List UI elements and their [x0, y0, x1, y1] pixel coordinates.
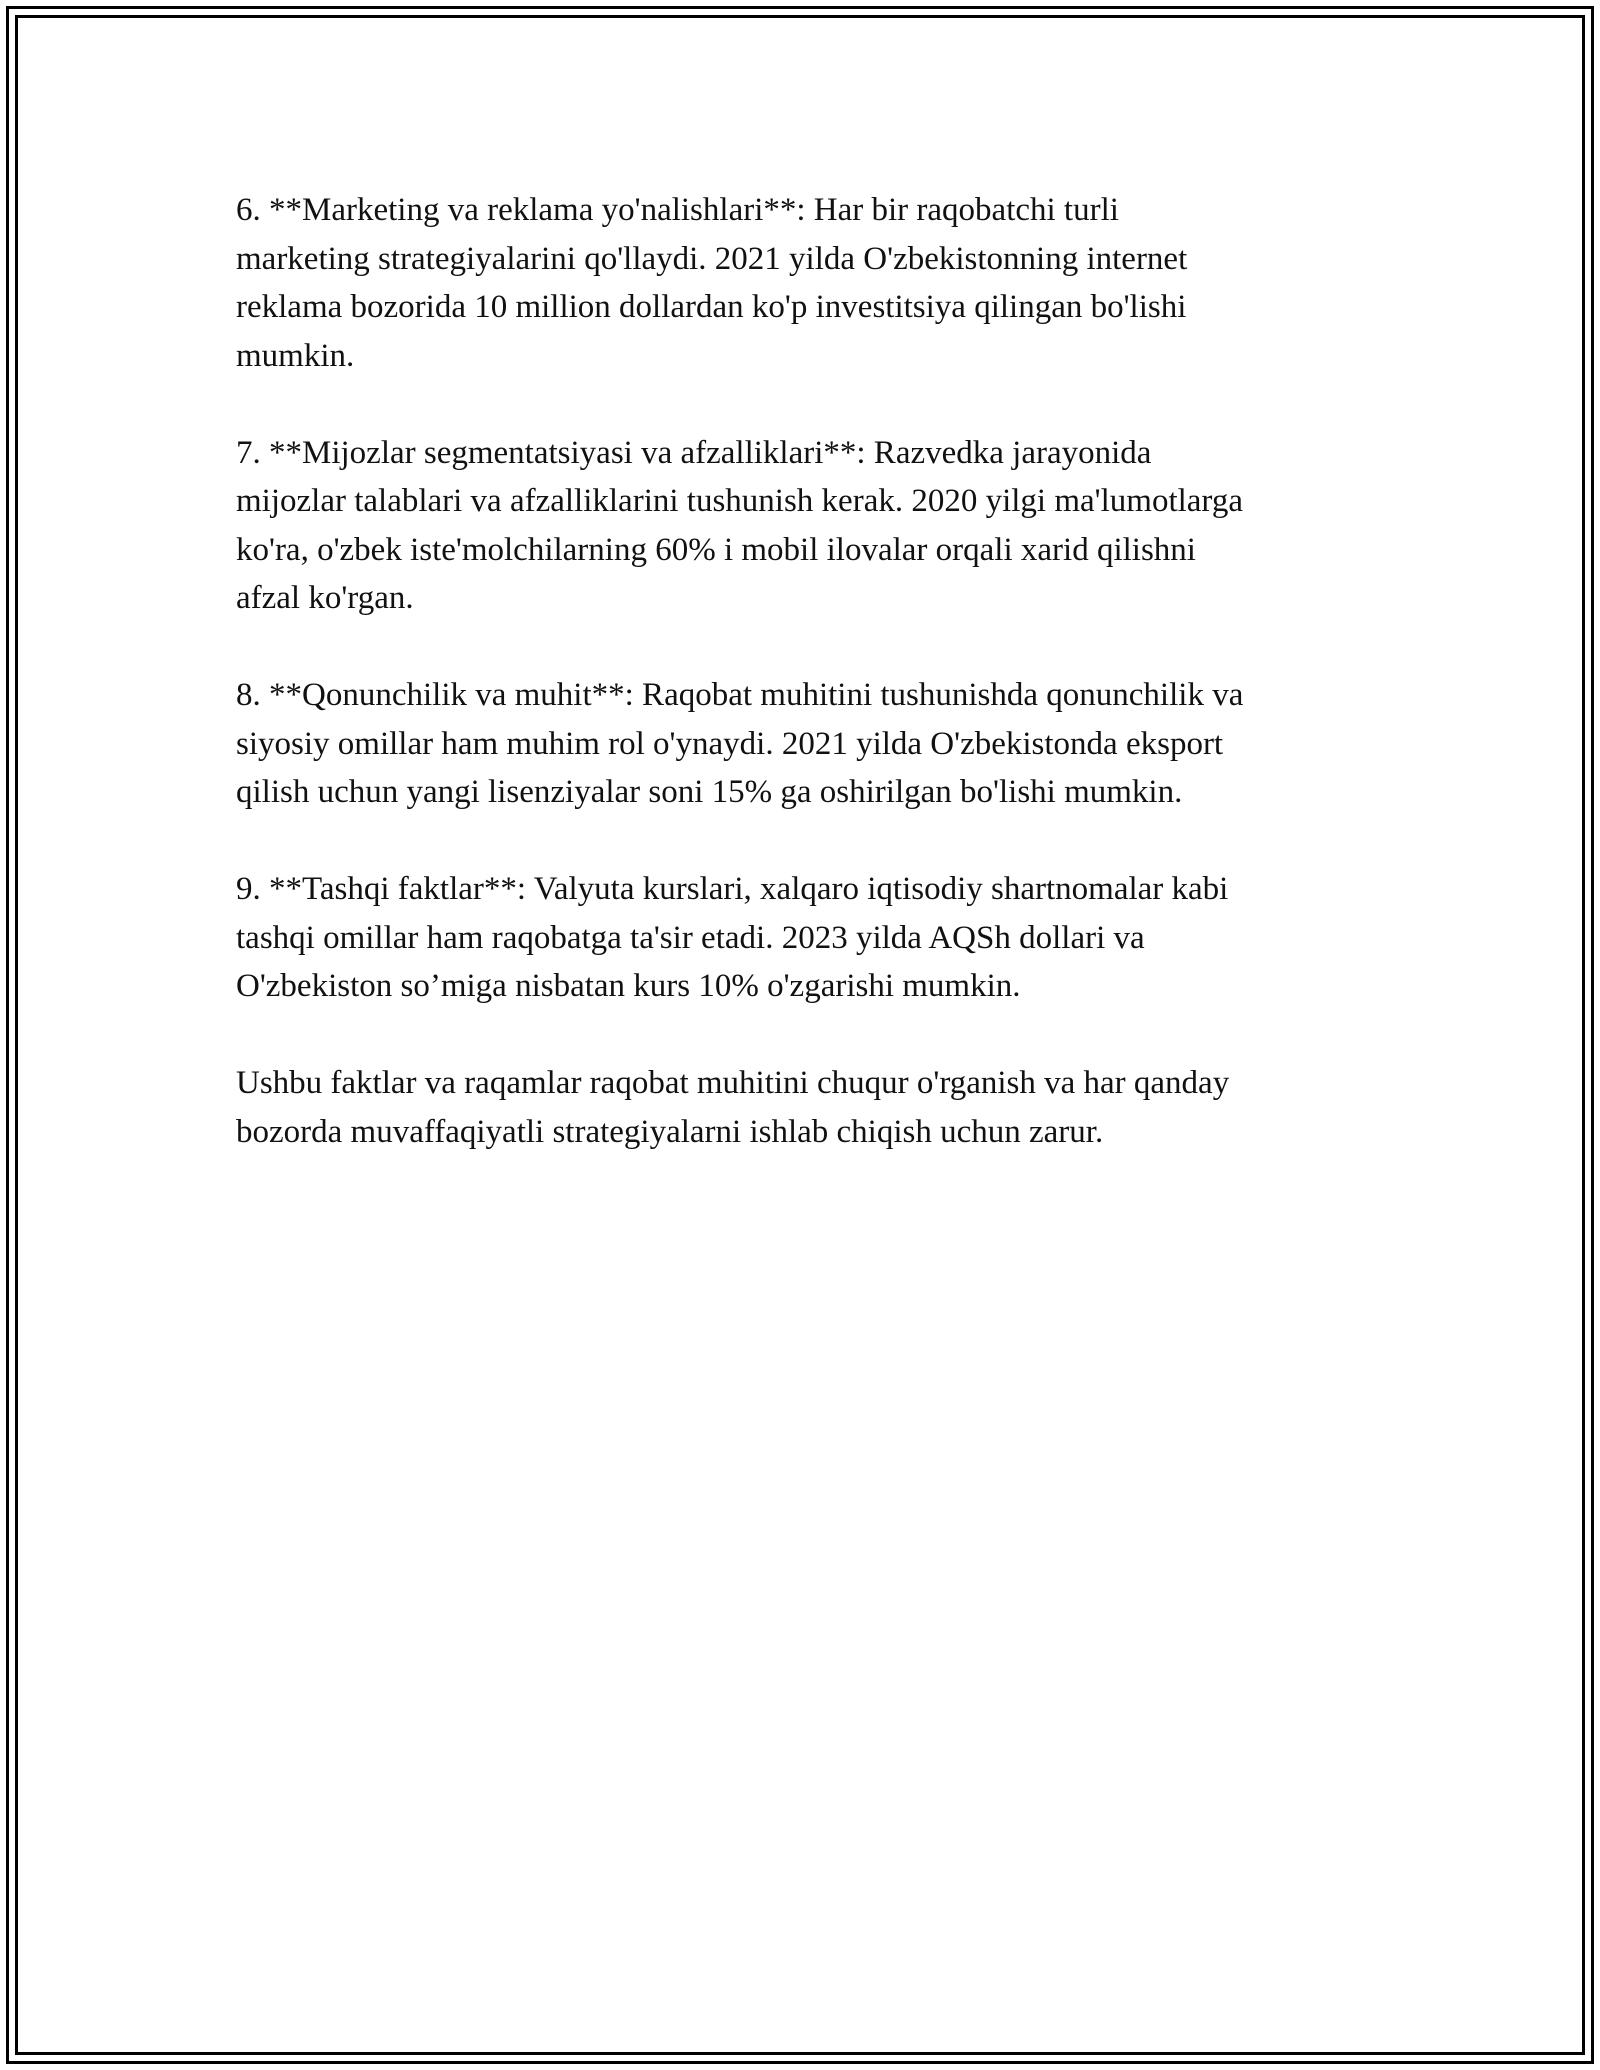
document-body: [236, 186, 1366, 1205]
paragraph-conclusion: Ushbu faktlar va raqamlar raqobat muhitini chuqur o'rganish va har qanday bozorda muvaffaqiyatli strategiyalarni ishlab chiqish uchun zarur.: [236, 1065, 1230, 1150]
paragraph-external-factors: 9. **Tashqi faktlar**: Valyuta kurslari, xalqaro iqtisodiy shartnomalar kabi tashqi omillar ham raqobatga ta'sir etadi. 2023 yilda AQSh dollari va O'zbekiston so’miga nisbatan kurs 10% o'zgarishi mumkin.: [236, 871, 1229, 1004]
paragraph-marketing: 6. **Marketing va reklama yo'nalishlari**: Har bir raqobatchi turli marketing strategiyalarini qo'llaydi. 2021 yilda O'zbekistonning internet reklama bozorida 10 million dollardan ko'p investitsiya qilingan bo'lishi mumkin.: [236, 192, 1188, 374]
paragraph-legislation: 8. **Qonunchilik va muhit**: Raqobat muhitini tushunishda qonunchilik va siyosiy omillar ham muhim rol o'ynaydi. 2021 yilda O'zbekistonda eksport qilish uchun yangi lisenziyalar soni 15% ga oshirilgan bo'lishi mumkin.: [236, 677, 1244, 810]
paragraph-customer-segmentation: 7. **Mijozlar segmentatsiyasi va afzalliklari**: Razvedka jarayonida mijozlar talablari va afzalliklarini tushunish kerak. 2020 yilgi ma'lumotlarga ko'ra, o'zbek iste'molchilarning 60% i mobil ilovalar orqali xarid qilishni afzal ko'rgan.: [236, 434, 1243, 616]
